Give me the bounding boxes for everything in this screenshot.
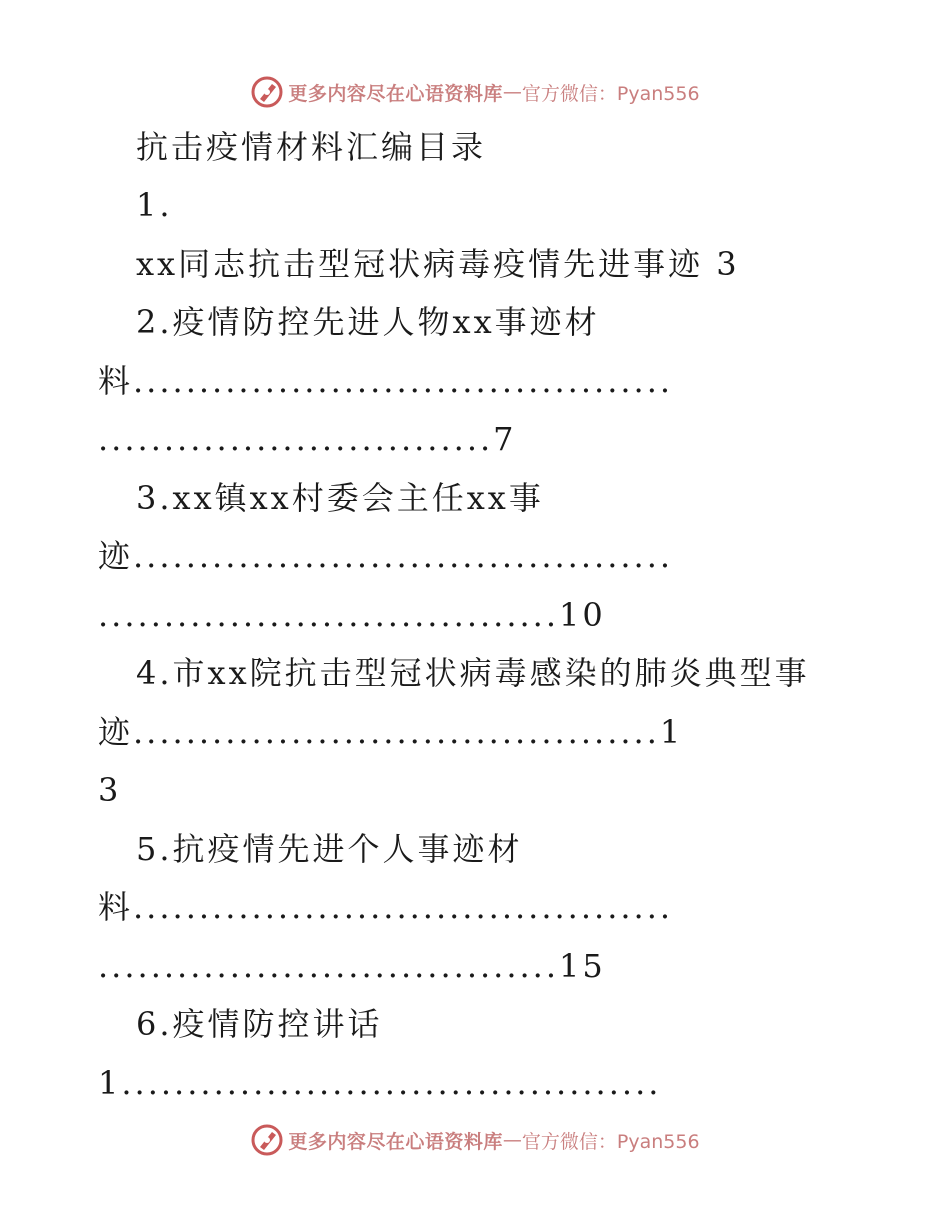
- toc-line-5: ..............................7: [98, 420, 517, 458]
- footer-watermark-banner: [0, 1120, 950, 1160]
- banner-wechat: 官方微信：Pyan556: [521, 82, 700, 105]
- toc-line-13: 料.........................................: [98, 888, 674, 926]
- banner-dash: —: [502, 81, 522, 103]
- toc-line-1: 1.: [136, 186, 173, 224]
- toc-line-3: 2.疫情防控先进人物xx事迹材: [136, 303, 600, 341]
- banner-text: 更多内容尽在心语资料库: [288, 1130, 503, 1153]
- banner-dash: —: [502, 1129, 522, 1151]
- toc-line-4: 料.........................................: [98, 362, 674, 400]
- toc-line-8: ...................................10: [98, 596, 606, 634]
- toc-title: 抗击疫情材料汇编目录: [136, 128, 487, 166]
- toc-line-7: 迹.........................................: [98, 537, 674, 575]
- banner-text: 更多内容尽在心语资料库: [288, 82, 503, 105]
- toc-line-2: xx同志抗击型冠状病毒疫情先进事迹 3: [136, 245, 740, 283]
- toc-line-6: 3.xx镇xx村委会主任xx事: [136, 479, 544, 517]
- banner-wechat: 官方微信：Pyan556: [521, 1130, 700, 1153]
- toc-line-12: 5.抗疫情先进个人事迹材: [136, 830, 523, 868]
- toc-line-16: 1.........................................: [98, 1064, 662, 1102]
- toc-line-9: 4.市xx院抗击型冠状病毒感染的肺炎典型事: [136, 654, 810, 692]
- pen-logo-icon: [250, 75, 284, 109]
- toc-line-15: 6.疫情防控讲话: [136, 1005, 383, 1043]
- pen-logo-icon: [250, 1123, 284, 1157]
- header-watermark-banner: [0, 72, 950, 112]
- toc-line-14: ...................................15: [98, 947, 606, 985]
- toc-line-11: 3: [98, 771, 122, 809]
- toc-line-10: 迹........................................1: [98, 713, 684, 751]
